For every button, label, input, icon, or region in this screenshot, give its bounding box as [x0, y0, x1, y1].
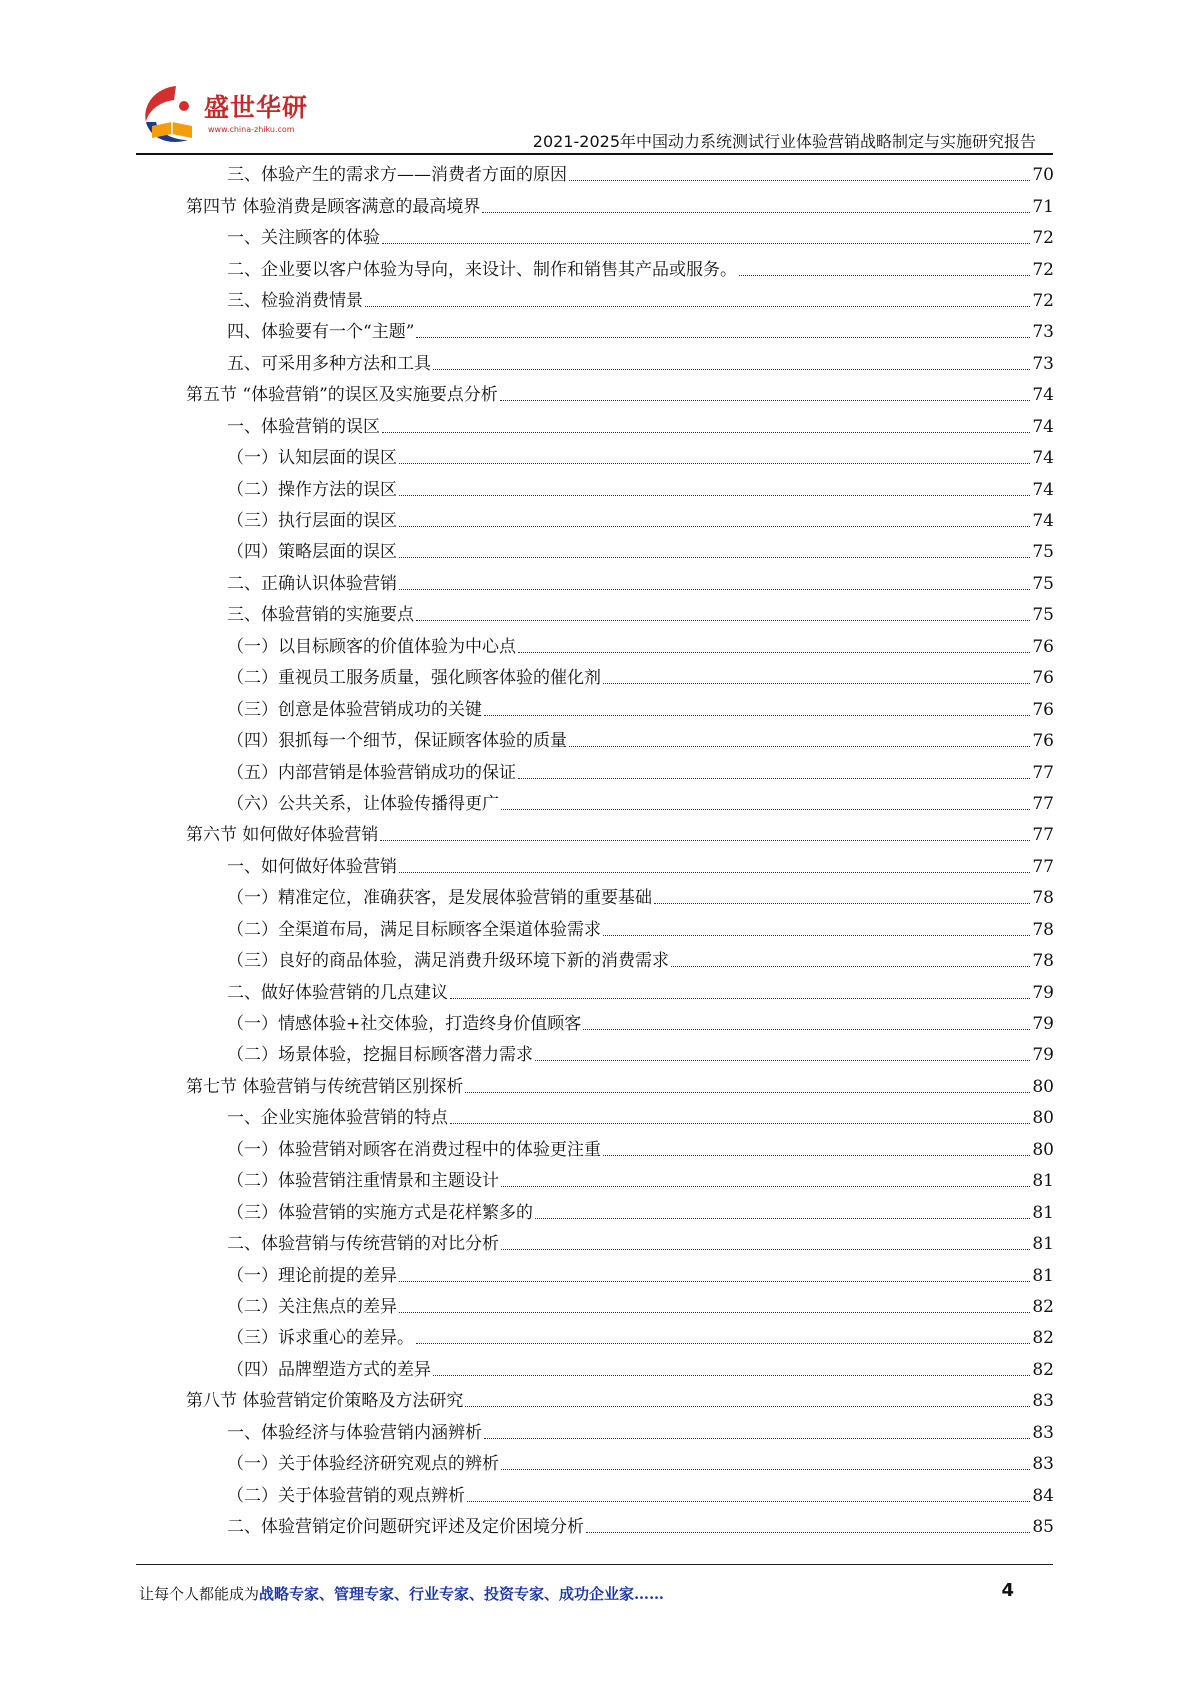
toc-entry-page: 75 — [1032, 605, 1054, 626]
toc-entry[interactable] — [186, 946, 1054, 977]
toc-entry-title: （二）重视员工服务质量，强化顾客体验的催化剂 — [227, 668, 601, 689]
company-logo — [138, 82, 308, 150]
toc-dot-leader — [518, 778, 1030, 779]
toc-entry-page: 75 — [1032, 542, 1054, 563]
toc-dot-leader — [399, 872, 1030, 873]
toc-entry-page: 77 — [1032, 856, 1054, 877]
toc-entry[interactable] — [186, 254, 1054, 285]
header-divider — [136, 153, 1053, 155]
toc-entry-page: 74 — [1032, 385, 1054, 406]
toc-entry-title: 第八节 体验营销定价策略及方法研究 — [186, 1391, 464, 1412]
toc-entry-title: 二、体验营销与传统营销的对比分析 — [227, 1234, 499, 1255]
toc-entry[interactable] — [186, 1197, 1054, 1228]
toc-dot-leader — [671, 966, 1030, 967]
table-of-contents — [186, 160, 1054, 1543]
toc-entry-title: 二、做好体验营销的几点建议 — [227, 982, 448, 1003]
toc-entry-page: 83 — [1032, 1454, 1054, 1475]
toc-entry[interactable] — [186, 1386, 1054, 1417]
toc-entry-title: （一）关于体验经济研究观点的辨析 — [227, 1454, 499, 1475]
toc-entry-page: 72 — [1032, 228, 1054, 249]
toc-entry-title: （四）策略层面的误区 — [227, 542, 397, 563]
toc-entry-page: 74 — [1032, 479, 1054, 500]
toc-entry-title: （三）良好的商品体验，满足消费升级环境下新的消费需求 — [227, 951, 669, 972]
toc-entry-page: 76 — [1032, 668, 1054, 689]
toc-entry-title: 二、企业要以客户体验为导向，来设计、制作和销售其产品或服务。 — [227, 259, 737, 280]
toc-dot-leader — [535, 1060, 1030, 1061]
toc-entry[interactable] — [186, 1260, 1054, 1291]
toc-entry[interactable] — [186, 443, 1054, 474]
toc-entry[interactable] — [186, 1166, 1054, 1197]
toc-entry-page: 83 — [1032, 1391, 1054, 1412]
toc-entry[interactable] — [186, 1292, 1054, 1323]
toc-entry[interactable] — [186, 883, 1054, 914]
toc-dot-leader — [416, 337, 1030, 338]
toc-dot-leader — [739, 275, 1030, 276]
toc-entry-page: 76 — [1032, 636, 1054, 657]
toc-entry-page: 79 — [1032, 1045, 1054, 1066]
toc-entry[interactable] — [186, 380, 1054, 411]
toc-entry-title: （五）内部营销是体验营销成功的保证 — [227, 762, 516, 783]
toc-entry[interactable] — [186, 1229, 1054, 1260]
slogan-prefix: 让每个人都能成为 — [139, 1585, 260, 1603]
logo-swoosh-icon — [138, 82, 208, 150]
toc-dot-leader — [433, 1375, 1030, 1376]
footer-divider — [136, 1564, 1053, 1565]
toc-entry-page: 81 — [1032, 1265, 1054, 1286]
slogan-highlight: 战略专家、管理专家、行业专家、投资专家、成功企业家…… — [259, 1585, 665, 1603]
toc-entry-page: 72 — [1032, 259, 1054, 280]
toc-dot-leader — [416, 1343, 1030, 1344]
toc-dot-leader — [399, 495, 1030, 496]
toc-entry-page: 78 — [1032, 888, 1054, 909]
toc-dot-leader — [380, 840, 1030, 841]
toc-entry-page: 81 — [1032, 1234, 1054, 1255]
toc-entry-title: （一）体验营销对顾客在消费过程中的体验更注重 — [227, 1139, 601, 1160]
toc-dot-leader — [465, 1092, 1030, 1093]
toc-entry-title: （一）精准定位，准确获客，是发展体验营销的重要基础 — [227, 888, 652, 909]
toc-entry[interactable] — [186, 412, 1054, 443]
toc-entry[interactable] — [186, 191, 1054, 222]
toc-entry-title: （一）情感体验+社交体验，打造终身价值顾客 — [227, 1014, 582, 1035]
toc-dot-leader — [382, 243, 1030, 244]
toc-entry[interactable] — [186, 1449, 1054, 1480]
toc-dot-leader — [603, 1155, 1030, 1156]
toc-entry-page: 77 — [1032, 793, 1054, 814]
toc-entry-page: 81 — [1032, 1171, 1054, 1192]
toc-entry-page: 75 — [1032, 573, 1054, 594]
toc-dot-leader — [399, 1312, 1030, 1313]
toc-entry-title: 一、企业实施体验营销的特点 — [227, 1108, 448, 1129]
toc-dot-leader — [603, 683, 1030, 684]
toc-entry-page: 79 — [1032, 1014, 1054, 1035]
toc-entry-page: 80 — [1032, 1076, 1054, 1097]
toc-entry-title: （三）体验营销的实施方式是花样繁多的 — [227, 1202, 533, 1223]
toc-dot-leader — [399, 557, 1030, 558]
toc-entry-title: （四）狠抓每一个细节，保证顾客体验的质量 — [227, 731, 567, 752]
toc-entry-title: 二、体验营销定价问题研究评述及定价困境分析 — [227, 1517, 584, 1538]
toc-entry[interactable] — [186, 789, 1054, 820]
toc-dot-leader — [482, 212, 1030, 213]
toc-entry-title: （二）操作方法的误区 — [227, 479, 397, 500]
toc-entry-page: 74 — [1032, 416, 1054, 437]
toc-entry[interactable] — [186, 537, 1054, 568]
toc-entry-title: （二）关于体验营销的观点辨析 — [227, 1485, 465, 1506]
toc-entry-title: （二）关注焦点的差异 — [227, 1296, 397, 1317]
toc-entry-title: 三、体验营销的实施要点 — [227, 605, 414, 626]
toc-entry[interactable] — [186, 726, 1054, 757]
toc-entry[interactable] — [186, 286, 1054, 317]
toc-entry-title: 三、体验产生的需求方——消费者方面的原因 — [227, 165, 567, 186]
toc-dot-leader — [569, 180, 1030, 181]
toc-entry[interactable] — [186, 1418, 1054, 1449]
toc-dot-leader — [467, 1501, 1030, 1502]
toc-entry[interactable] — [186, 1135, 1054, 1166]
toc-entry-page: 72 — [1032, 290, 1054, 311]
toc-dot-leader — [450, 1123, 1030, 1124]
toc-entry[interactable] — [186, 1040, 1054, 1071]
toc-entry-page: 81 — [1032, 1202, 1054, 1223]
page-number: 4 — [1001, 1580, 1014, 1601]
toc-entry[interactable] — [186, 223, 1054, 254]
toc-entry-page: 71 — [1032, 196, 1054, 217]
toc-entry-page: 70 — [1032, 165, 1054, 186]
toc-entry[interactable] — [186, 1009, 1054, 1040]
toc-dot-leader — [654, 903, 1030, 904]
toc-entry-title: 一、体验营销的误区 — [227, 416, 380, 437]
toc-entry[interactable] — [186, 569, 1054, 600]
toc-entry-title: （二）场景体验，挖掘目标顾客潜力需求 — [227, 1045, 533, 1066]
toc-dot-leader — [501, 1249, 1030, 1250]
toc-entry-title: （一）认知层面的误区 — [227, 448, 397, 469]
toc-dot-leader — [450, 998, 1030, 999]
toc-dot-leader — [500, 400, 1030, 401]
toc-entry-title: 三、检验消费情景 — [227, 290, 363, 311]
toc-entry[interactable] — [186, 632, 1054, 663]
toc-entry-title: 一、关注顾客的体验 — [227, 228, 380, 249]
toc-entry-title: 一、体验经济与体验营销内涵辨析 — [227, 1422, 482, 1443]
toc-entry-page: 80 — [1032, 1139, 1054, 1160]
toc-dot-leader — [433, 369, 1030, 370]
toc-entry-page: 80 — [1032, 1108, 1054, 1129]
toc-entry-title: 第四节 体验消费是顾客满意的最高境界 — [186, 196, 481, 217]
toc-dot-leader — [399, 589, 1030, 590]
toc-dot-leader — [501, 809, 1030, 810]
toc-dot-leader — [465, 1406, 1030, 1407]
report-title: 2021-2025年中国动力系统测试行业体验营销战略制定与实施研究报告 — [532, 132, 1036, 151]
toc-entry-page: 78 — [1032, 951, 1054, 972]
toc-entry[interactable] — [186, 1512, 1054, 1543]
toc-entry-title: （三）执行层面的误区 — [227, 511, 397, 532]
toc-entry-page: 82 — [1032, 1328, 1054, 1349]
toc-entry[interactable] — [186, 977, 1054, 1008]
toc-dot-leader — [501, 1469, 1030, 1470]
toc-dot-leader — [569, 746, 1030, 747]
toc-dot-leader — [399, 526, 1030, 527]
toc-entry-title: （六）公共关系，让体验传播得更广 — [227, 793, 499, 814]
toc-entry-page: 84 — [1032, 1485, 1054, 1506]
toc-dot-leader — [583, 1029, 1030, 1030]
toc-dot-leader — [586, 1532, 1030, 1533]
toc-dot-leader — [382, 432, 1030, 433]
toc-dot-leader — [535, 1218, 1030, 1219]
toc-entry[interactable] — [186, 1103, 1054, 1134]
toc-entry-title: 二、正确认识体验营销 — [227, 573, 397, 594]
toc-dot-leader — [399, 1281, 1030, 1282]
toc-entry-title: 第六节 如何做好体验营销 — [186, 825, 379, 846]
toc-entry-title: 一、如何做好体验营销 — [227, 856, 397, 877]
toc-entry[interactable] — [186, 1072, 1054, 1103]
toc-entry-page: 79 — [1032, 982, 1054, 1003]
toc-entry-title: （一）理论前提的差异 — [227, 1265, 397, 1286]
toc-entry-page: 85 — [1032, 1517, 1054, 1538]
toc-entry[interactable] — [186, 600, 1054, 631]
toc-entry[interactable] — [186, 506, 1054, 537]
toc-entry-page: 73 — [1032, 353, 1054, 374]
toc-entry-page: 73 — [1032, 322, 1054, 343]
toc-entry-page: 82 — [1032, 1359, 1054, 1380]
toc-entry-title: （四）品牌塑造方式的差异 — [227, 1359, 431, 1380]
toc-entry[interactable] — [186, 1355, 1054, 1386]
toc-entry[interactable] — [186, 317, 1054, 348]
toc-entry[interactable] — [186, 160, 1054, 191]
toc-dot-leader — [399, 463, 1030, 464]
toc-dot-leader — [416, 620, 1030, 621]
toc-entry[interactable] — [186, 852, 1054, 883]
toc-entry[interactable] — [186, 1480, 1054, 1511]
toc-entry-title: 四、体验要有一个“主题” — [227, 322, 415, 343]
toc-entry-page: 77 — [1032, 825, 1054, 846]
footer-slogan — [139, 1583, 664, 1604]
toc-entry-title: （三）创意是体验营销成功的关键 — [227, 699, 482, 720]
toc-entry-page: 83 — [1032, 1422, 1054, 1443]
toc-entry-title: （二）体验营销注重情景和主题设计 — [227, 1171, 499, 1192]
toc-entry-page: 76 — [1032, 731, 1054, 752]
toc-entry-title: （三）诉求重心的差异。 — [227, 1328, 414, 1349]
toc-entry-page: 74 — [1032, 448, 1054, 469]
toc-entry-title: 第七节 体验营销与传统营销区别探析 — [186, 1076, 464, 1097]
toc-dot-leader — [603, 935, 1030, 936]
toc-entry-title: 第五节 “体验营销”的误区及实施要点分析 — [186, 385, 498, 406]
toc-entry[interactable] — [186, 757, 1054, 788]
toc-entry-title: （二）全渠道布局，满足目标顾客全渠道体验需求 — [227, 919, 601, 940]
toc-entry-page: 82 — [1032, 1296, 1054, 1317]
toc-dot-leader — [484, 715, 1030, 716]
toc-entry-title: 五、可采用多种方法和工具 — [227, 353, 431, 374]
toc-entry[interactable] — [186, 349, 1054, 380]
toc-dot-leader — [365, 306, 1030, 307]
toc-entry[interactable] — [186, 1323, 1054, 1354]
brand-url: www.china-zhiku.com — [208, 125, 295, 134]
toc-dot-leader — [501, 1186, 1030, 1187]
toc-entry[interactable] — [186, 915, 1054, 946]
toc-entry-title: （一）以目标顾客的价值体验为中心点 — [227, 636, 516, 657]
toc-entry-page: 77 — [1032, 762, 1054, 783]
toc-dot-leader — [518, 652, 1030, 653]
toc-entry[interactable] — [186, 474, 1054, 505]
toc-entry[interactable] — [186, 694, 1054, 725]
toc-entry-page: 78 — [1032, 919, 1054, 940]
toc-dot-leader — [484, 1438, 1030, 1439]
toc-entry-page: 74 — [1032, 511, 1054, 532]
toc-entry[interactable] — [186, 663, 1054, 694]
toc-entry[interactable] — [186, 820, 1054, 851]
brand-name: 盛世华研 — [204, 93, 309, 122]
toc-entry-page: 76 — [1032, 699, 1054, 720]
